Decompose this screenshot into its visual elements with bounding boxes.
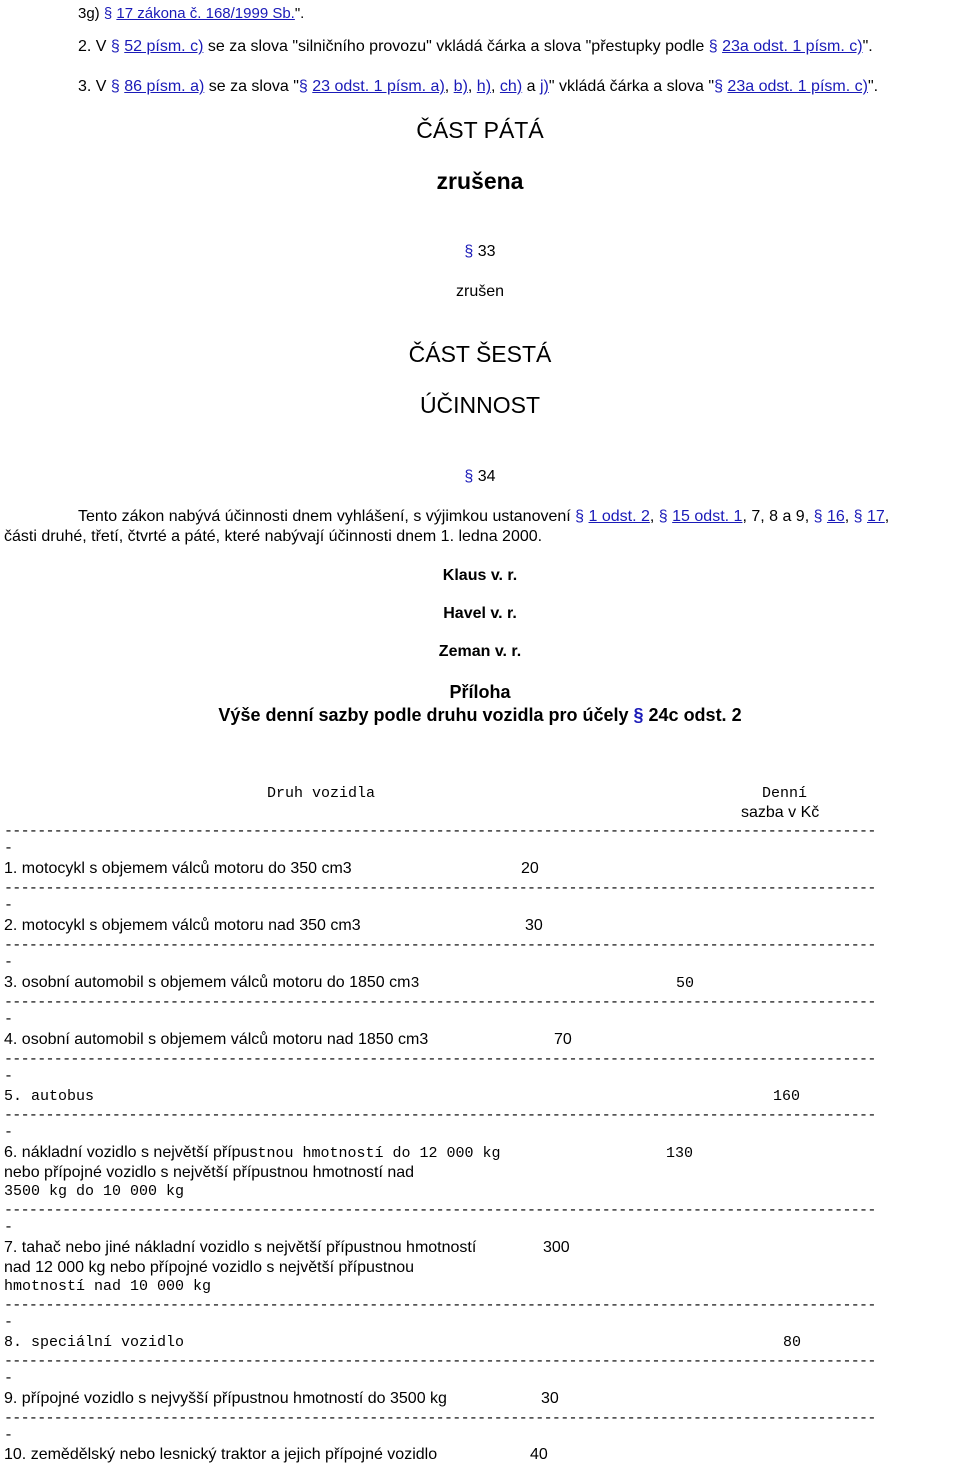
table-row-name-line3: 3500 kg do 10 000 kg [4,1183,185,1200]
annex-title: Příloha [449,682,511,702]
section-number: 33 [477,243,496,260]
section-symbol: § [575,508,585,525]
table-separator: --------------------------------------------------------------------------------------------------------- [4,994,876,1011]
table-row-value: 70 [554,1031,572,1048]
reference-link[interactable]: 17 [867,508,885,525]
table-row-name: 2. motocykl s objemem válců motoru nad 350 cm3 [4,917,361,934]
section-symbol: § [633,705,644,725]
table-row-name-line3: hmotností nad 10 000 kg [4,1278,212,1295]
line-suffix: ". [294,5,305,22]
section-symbol: § [708,38,718,55]
paragraph-text: Tento zákon nabývá účinnosti dnem vyhlášení, s výjimkou ustanovení [78,508,576,525]
section-symbol: § [714,78,723,95]
table-row-name-line2: nad 12 000 kg nebo přípojné vozidlo s největší přípustnou [4,1259,415,1276]
line-prefix: 3. V [78,78,111,95]
table-separator-tail: - [4,1011,13,1028]
reference-link[interactable]: b) [453,78,468,95]
table-header-vehicle-type: Druh vozidla [267,785,376,802]
table-separator: --------------------------------------------------------------------------------------------------------- [4,880,876,897]
table-separator: --------------------------------------------------------------------------------------------------------- [4,1202,876,1219]
reference-link[interactable]: 52 písm. c) [124,38,204,55]
table-separator: --------------------------------------------------------------------------------------------------------- [4,1107,876,1124]
section-symbol: § [464,468,474,485]
annex-subtitle: Výše denní sazby podle druhu vozidla pro účely § 24c odst. 2 [218,705,742,725]
table-row-value: 160 [773,1088,801,1105]
table-row-name: 9. přípojné vozidlo s nejvyšší přípustnou hmotností do 3500 kg [4,1390,447,1407]
signature-zeman: Zeman v. r. [438,643,522,660]
section-symbol: § [298,78,308,95]
table-row-value: 30 [525,917,543,934]
reference-link[interactable]: 15 odst. 1 [672,508,743,525]
line-prefix: 2. V [78,38,111,55]
part5-title: ČÁST PÁTÁ [416,117,544,143]
table-header-rate-line2: sazba v Kč [741,804,820,821]
reference-link[interactable]: 23a odst. 1 písm. c) [727,78,868,95]
table-row-name: 5. autobus [4,1088,95,1105]
line-suffix: ". [867,78,879,95]
line-suffix: ". [862,38,873,55]
table-row-name: 8. speciální vozidlo [4,1334,185,1351]
table-row-name: 10. zemědělský nebo lesnický traktor a jejich přípojné vozidlo [4,1446,438,1463]
table-separator-tail: - [4,1219,13,1236]
line-prefix: 3g) [78,5,104,22]
amendment-line-3g [78,5,304,22]
table-row-name-line2: nebo přípojné vozidlo s největší přípustnou hmotností nad [4,1164,415,1181]
line-text: se za slova " [204,78,299,95]
section-33-heading [0,243,960,261]
table-separator: --------------------------------------------------------------------------------------------------------- [4,937,876,954]
reference-link[interactable]: j) [539,78,549,95]
table-row-value: 50 [676,975,695,992]
signature-klaus: Klaus v. r. [442,567,518,584]
table-separator: --------------------------------------------------------------------------------------------------------- [4,1353,876,1370]
table-row-name: 3. osobní automobil s objemem válců motoru do 1850 cm3 [4,974,420,992]
reference-link[interactable]: 23 odst. 1 písm. a) [312,78,445,95]
table-separator-tail: - [4,840,13,857]
section-34-heading [0,468,960,486]
section-33-status: zrušen [455,283,505,300]
table-header-rate-line1: Denní [762,785,808,802]
section-symbol: § [813,508,823,525]
table-row-name: 1. motocykl s objemem válců motoru do 350 cm3 [4,860,352,877]
table-separator-tail: - [4,1124,13,1141]
table-separator: --------------------------------------------------------------------------------------------------------- [4,1410,876,1427]
law-reference-link[interactable]: 17 zákona č. 168/1999 Sb. [116,5,295,22]
effect-paragraph-line1: Tento zákon nabývá účinnosti dnem vyhlášení, s výjimkou ustanovení § 1 odst. 2, § 15 odst. 1, 7, 8 a 9, § 16, § 17, [78,508,890,525]
table-row-value: 80 [783,1334,802,1351]
section-symbol: § [103,5,113,22]
section-symbol: § [658,508,668,525]
table-row-name-line1: 6. nákladní vozidlo s největší přípustnou hmotností do 12 000 kg [4,1144,501,1162]
table-separator: --------------------------------------------------------------------------------------------------------- [4,823,876,840]
amendment-line-3: 3. V § 86 písm. a) se za slova "§ 23 odst. 1 písm. a), b), h), ch) a j)" vkládá čárka a slova "§ 23a odst. 1 písm. c)". [78,78,879,95]
reference-link[interactable]: 16 [826,508,845,525]
table-row-name-line1: 7. tahač nebo jiné nákladní vozidlo s největší přípustnou hmotností [4,1239,477,1256]
table-row-value: 300 [543,1239,570,1256]
line-text: se za slova "silničního provozu" vkládá čárka a slova "přestupky podle [203,38,709,55]
reference-link[interactable]: h) [476,78,492,95]
line-text: " vkládá čárka a slova " [548,78,715,95]
table-row-value: 20 [521,860,539,877]
table-separator-tail: - [4,1370,13,1387]
reference-link[interactable]: ch) [499,78,523,95]
part6-title: ČÁST ŠESTÁ [408,341,552,367]
section-number: 34 [477,468,496,485]
table-row-value: 30 [541,1390,559,1407]
table-separator-tail: - [4,1068,13,1085]
effect-paragraph-line2: části druhé, třetí, čtvrté a páté, které nabývají účinnosti dnem 1. ledna 2000. [4,528,543,545]
table-row-name: 4. osobní automobil s objemem válců motoru nad 1850 cm3 [4,1031,429,1048]
reference-link[interactable]: 1 odst. 2 [588,508,650,525]
section-symbol: § [853,508,863,525]
table-row-value: 130 [666,1145,694,1162]
signature-havel: Havel v. r. [443,605,517,622]
section-symbol: § [110,38,120,55]
table-separator: --------------------------------------------------------------------------------------------------------- [4,1051,876,1068]
table-separator-tail: - [4,1427,13,1444]
table-row-value: 40 [530,1446,548,1463]
section-symbol: § [464,243,474,260]
part6-subtitle: ÚČINNOST [419,392,541,418]
table-separator-tail: - [4,897,13,914]
part5-status: zrušena [436,168,524,194]
reference-link[interactable]: 23a odst. 1 písm. c) [722,38,863,55]
amendment-line-2 [78,38,873,56]
table-separator-tail: - [4,954,13,971]
section-symbol: § [110,78,120,95]
reference-link[interactable]: 86 písm. a) [124,78,205,95]
table-separator: --------------------------------------------------------------------------------------------------------- [4,1297,876,1314]
table-separator-tail: - [4,1314,13,1331]
